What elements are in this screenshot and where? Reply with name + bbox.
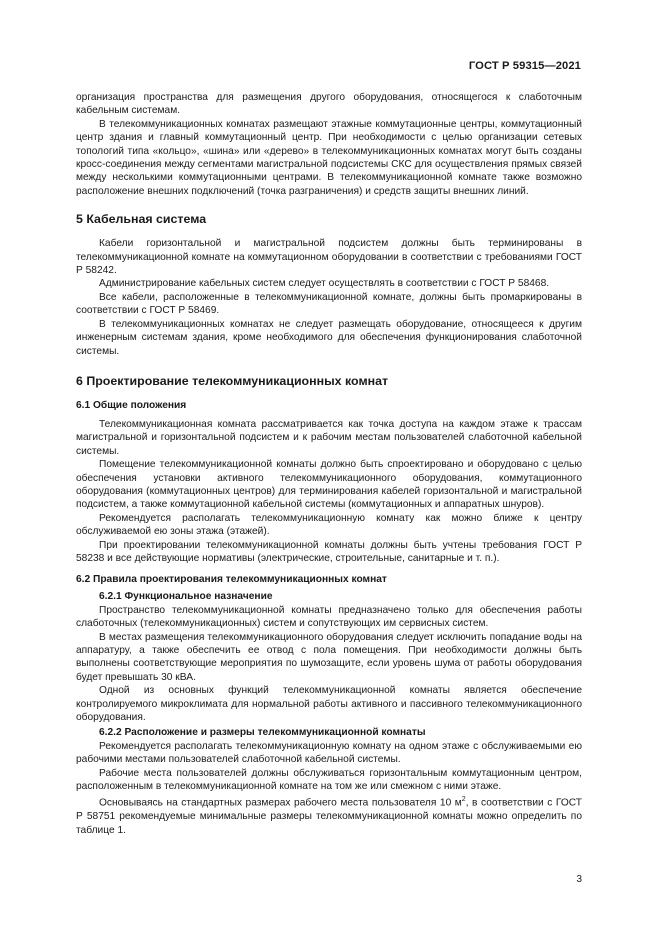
section-5-paragraph-1: Кабели горизонтальной и магистральной подсистем должны быть терминированы в телекоммуникационной комнате на коммутационном оборудовании в соответствии с требованиями ГОСТ Р 58242. — [76, 238, 582, 277]
superscript-squared: 2 — [461, 796, 466, 804]
subsection-6-2-1-paragraph-2: В местах размещения телекоммуникационного оборудования следует исключить попадание воды на аппаратуру, а также обеспечить ее отвод с пола помещения. При необходимости должны быть выполнены соответствующие мероприятия по шумозащите, если уровень шума от работы оборудования будет превышать 30 кВА. — [76, 631, 582, 683]
subsection-6-2-1-title: 6.2.1 Функциональное назначение — [99, 591, 273, 603]
subsection-6-1-paragraph-2: Помещение телекоммуникационной комнаты должно быть спроектировано и оборудовано с целью обеспечения установки активного телекоммуникационного оборудования, коммутационного оборудования (коммутационных центров) для терминирования кабелей горизонтальной и магистральной подсистем, а также коммутационной кабельной системы (коммутационных и аппаратных шнуров). — [76, 459, 582, 511]
subsection-6-1-paragraph-3: Рекомендуется располагать телекоммуникационную комнату как можно ближе к центру обслуживаемой ею зоны этажа (этажей). — [76, 512, 582, 538]
subsection-6-1-paragraph-1: Телекоммуникационная комната рассматривается как точка доступа на каждом этаже к трассам магистральной и горизонтальной подсистем и к рабочим местам пользователей слаботочной кабельной системы. — [76, 418, 582, 457]
document-body — [76, 91, 582, 837]
section-5-paragraph-3: Все кабели, расположенные в телекоммуникационной комнате, должны быть промаркированы в соответствии с ГОСТ Р 58469. — [76, 291, 582, 317]
subsection-6-2-title: 6.2 Правила проектирования телекоммуникационных комнат — [76, 574, 387, 586]
subsection-6-2-2-title: 6.2.2 Расположение и размеры телекоммуникационной комнаты — [99, 727, 426, 739]
intro-paragraph-2: В телекоммуникационных комнатах размещают этажные коммутационные центры, коммутационный центр здания и главный коммутационный центр. При необходимости с целью организации сетевых топологий типа «кольцо», «шина» или «дерево» в телекоммуникационных комнатах могут быть созданы кросс-соединения между сегментами магистральной подсистемы СКС для осуществления прямых связей между несколькими коммутационными центрами. В телекоммуникационной комнате также возможно расположение внешних подключений (точка разграничения) и средств защиты внешних линий. — [76, 118, 582, 197]
section-6-title: 6 Проектирование телекоммуникационных комнат — [76, 373, 389, 388]
intro-paragraph-1: организация пространства для размещения другого оборудования, относящегося к слаботочным кабельным системам. — [76, 92, 582, 117]
subsection-6-2-2-paragraph-3 — [76, 793, 582, 837]
section-5-paragraph-2: Администрирование кабельных систем следует осуществлять в соответствии с ГОСТ Р 58468. — [99, 278, 550, 290]
subsection-6-1-title: 6.1 Общие положения — [76, 399, 187, 411]
page-number: 3 — [576, 874, 582, 885]
subsection-6-2-2-paragraph-1: Рекомендуется располагать телекоммуникационную комнату на одном этаже с обслуживаемыми ею рабочими местами пользователей слаботочной кабельной системы. — [76, 740, 582, 766]
subsection-6-1-paragraph-4: При проектировании телекоммуникационной комнаты должны быть учтены требования ГОСТ Р 58238 и все действующие нормативы (электрические, строительные, санитарные и т. п.). — [76, 539, 582, 564]
document-code-header: ГОСТ Р 59315—2021 — [468, 60, 581, 72]
paragraph-text-end: , в соответствии с ГОСТ Р 58751 рекомендуемые минимальные размеры телекоммуникационной комнаты можно определить по таблице 1. — [76, 797, 582, 836]
section-5-title: 5 Кабельная система — [76, 212, 207, 227]
subsection-6-2-1-paragraph-1: Пространство телекоммуникационной комнаты предназначено только для обеспечения работы слаботочных (телекоммуникационных) систем и сопутствующих им сервисных систем. — [76, 604, 582, 630]
section-5-paragraph-4: В телекоммуникационных комнатах не следует размещать оборудование, относящееся к другим инженерным системам здания, кроме необходимого для обеспечения функционирования слаботочной системы. — [76, 318, 582, 357]
subsection-6-2-2-paragraph-2: Рабочие места пользователей должны обслуживаться горизонтальным коммутационным центром, расположенным в телекоммуникационной комнате на том же или смежном с ними этаже. — [76, 767, 582, 793]
subsection-6-2-1-paragraph-3: Одной из основных функций телекоммуникационной комнаты является обеспечение контролируемого микроклимата для нормальной работы активного и пассивного телекоммуникационного оборудования. — [76, 685, 582, 724]
paragraph-text-start: Основываясь на стандартных размерах рабочего места пользователя 10 м — [99, 797, 462, 809]
